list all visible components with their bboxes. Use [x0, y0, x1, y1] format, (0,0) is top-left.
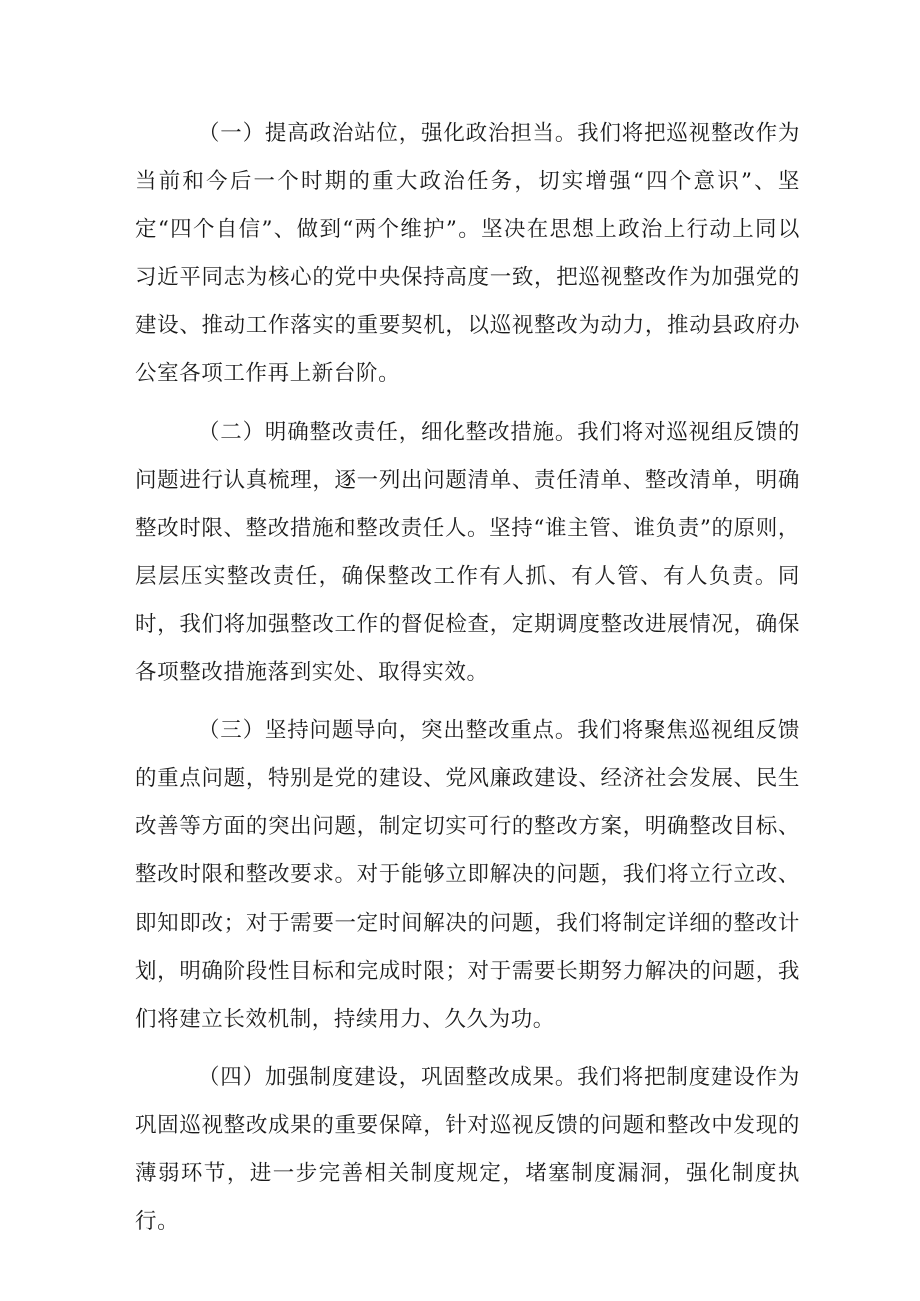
paragraph-section-4: （四）加强制度建设，巩固整改成果。我们将把制度建设作为巩固巡视整改成果的重要保障，针对巡视反馈的问题和整改中发现的薄弱环节，进一步完善相关制度规定，堵塞制度漏洞，强化制度执行。 [135, 1064, 800, 1235]
paragraph-section-2: （二）明确整改责任，细化整改措施。我们将对巡视组反馈的问题进行认真梳理，逐一列出问题清单、责任清单、整改清单，明确整改时限、整改措施和整改责任人。坚持“谁主管、谁负责”的原则，层层压实整改责任，确保整改工作有人抓、有人管、有人负责。同时，我们将加强整改工作的督促检查，定期调度整改进展情况，确保各项整改措施落到实处、取得实效。 [135, 419, 800, 686]
paragraph-section-1: （一）提高政治站位，强化政治担当。我们将把巡视整改作为当前和今后一个时期的重大政治任务，切实增强“四个意识”、坚定“四个自信”、做到“两个维护”。坚决在思想上政治上行动上同以习近平同志为核心的党中央保持高度一致，把巡视整改作为加强党的建设、推动工作落实的重要契机，以巡视整改为动力，推动县政府办公室各项工作再上新台阶。 [135, 121, 800, 387]
document-body [135, 110, 800, 1256]
paragraph-section-3: （三）坚持问题导向，突出整改重点。我们将聚焦巡视组反馈的重点问题，特别是党的建设、党风廉政建设、经济社会发展、民生改善等方面的突出问题，制定切实可行的整改方案，明确整改目标、整改时限和整改要求。对于能够立即解决的问题，我们将立行立改、即知即改；对于需要一定时间解决的问题，我们将制定详细的整改计划，明确阶段性目标和完成时限；对于需要长期努力解决的问题，我们将建立长效机制，持续用力、久久为功。 [135, 718, 800, 1032]
